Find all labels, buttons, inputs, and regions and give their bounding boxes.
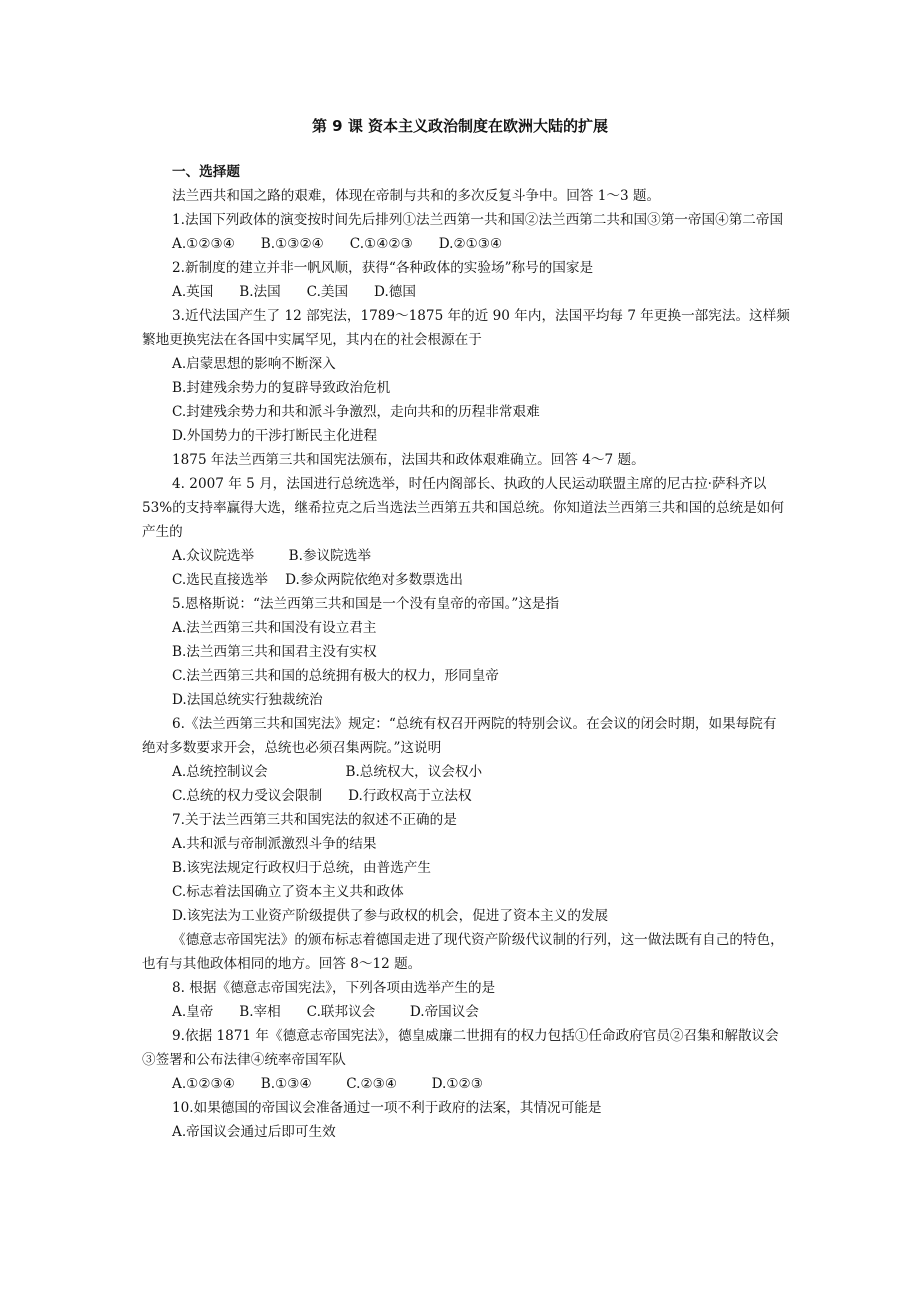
- answer-options: C.选民直接选举 D.参众两院依绝对多数票选出: [172, 572, 463, 588]
- answer-options: B.封建残余势力的复辟导致政治危机: [172, 380, 391, 396]
- answer-options: C.总统的权力受议会限制 D.行政权高于立法权: [172, 788, 472, 804]
- question-text: 1.法国下列政体的演变按时间先后排列①法兰西第一共和国②法兰西第二共和国③第一帝国④第二帝国: [172, 212, 784, 228]
- question-text: 法兰西共和国之路的艰难，体现在帝制与共和的多次反复斗争中。回答 1～3 题。: [172, 188, 661, 204]
- answer-options: A.总统控制议会 B.总统权大，议会权小: [172, 764, 483, 780]
- page-title: 第 9 课 资本主义政治制度在欧洲大陆的扩展: [311, 117, 609, 135]
- answer-options: A.法兰西第三共和国没有设立君主: [172, 620, 377, 636]
- answer-options: C.封建残余势力和共和派斗争激烈，走向共和的历程非常艰难: [172, 404, 540, 420]
- document-body: [142, 160, 790, 1144]
- answer-options: A.启蒙思想的影响不断深入: [172, 356, 336, 372]
- answer-options: D.外国势力的干涉打断民主化进程: [172, 428, 378, 444]
- question-text: 2.新制度的建立并非一帆风顺，获得“各种政体的实验场”称号的国家是: [172, 260, 594, 276]
- answer-options: A.帝国议会通过后即可生效: [172, 1124, 336, 1140]
- question-text: 10.如果德国的帝国议会准备通过一项不利于政府的法案，其情况可能是: [172, 1100, 602, 1116]
- question-text: 9.依据 1871 年《德意志帝国宪法》，德皇威廉二世拥有的权力包括①任命政府官员②召集和解散议会③签署和公布法律④统率帝国军队: [142, 1028, 779, 1068]
- section-heading: 一、选择题: [172, 164, 240, 180]
- answer-options: A.众议院选举 B.参议院选举: [172, 548, 371, 564]
- question-text: 8. 根据《德意志帝国宪法》，下列各项由选举产生的是: [172, 980, 496, 996]
- answer-options: A.共和派与帝制派激烈斗争的结果: [172, 836, 377, 852]
- answer-options: C.标志着法国确立了资本主义共和政体: [172, 884, 404, 900]
- answer-options: D.该宪法为工业资产阶级提供了参与政权的机会，促进了资本主义的发展: [172, 908, 609, 924]
- answer-options: B.法兰西第三共和国君主没有实权: [172, 644, 377, 660]
- question-text: 5.恩格斯说：“法兰西第三共和国是一个没有皇帝的帝国。”这是指: [172, 596, 560, 612]
- answer-options: A.英国 B.法国 C.美国 D.德国: [172, 284, 416, 300]
- question-text: 3.近代法国产生了 12 部宪法，1789～1875 年的近 90 年内，法国平均每 7 年更换一部宪法。这样频繁地更换宪法在各国中实属罕见，其内在的社会根源在于: [142, 308, 790, 348]
- answer-options: C.法兰西第三共和国的总统拥有极大的权力，形同皇帝: [172, 668, 499, 684]
- answer-options: D.法国总统实行独裁统治: [172, 692, 323, 708]
- answer-options: A.①②③④ B.①③④ C.②③④ D.①②③: [172, 1076, 483, 1092]
- answer-options: A.①②③④ B.①③②④ C.①④②③ D.②①③④: [172, 236, 503, 252]
- question-text: 4. 2007 年 5 月，法国进行总统选举，时任内阁部长、执政的人民运动联盟主席的尼古拉·萨科齐以 53%的支持率赢得大选，继希拉克之后当选法兰西第五共和国总统。你知道法兰西第三共和国的总统是如何产生的: [142, 476, 784, 540]
- question-text: 1875 年法兰西第三共和国宪法颁布，法国共和政体艰难确立。回答 4～7 题。: [172, 452, 645, 468]
- question-text: 7.关于法兰西第三共和国宪法的叙述不正确的是: [172, 812, 457, 828]
- answer-options: B.该宪法规定行政权归于总统，由普选产生: [172, 860, 431, 876]
- answer-options: A.皇帝 B.宰相 C.联邦议会 D.帝国议会: [172, 1004, 479, 1020]
- question-text: 6.《法兰西第三共和国宪法》规定：“总统有权召开两院的特别会议。在会议的闭会时期，如果每院有绝对多数要求开会，总统也必须召集两院。”这说明: [142, 716, 777, 756]
- question-text: 《德意志帝国宪法》的颁布标志着德国走进了现代资产阶级代议制的行列，这一做法既有自己的特色，也有与其他政体相同的地方。回答 8～12 题。: [142, 932, 784, 972]
